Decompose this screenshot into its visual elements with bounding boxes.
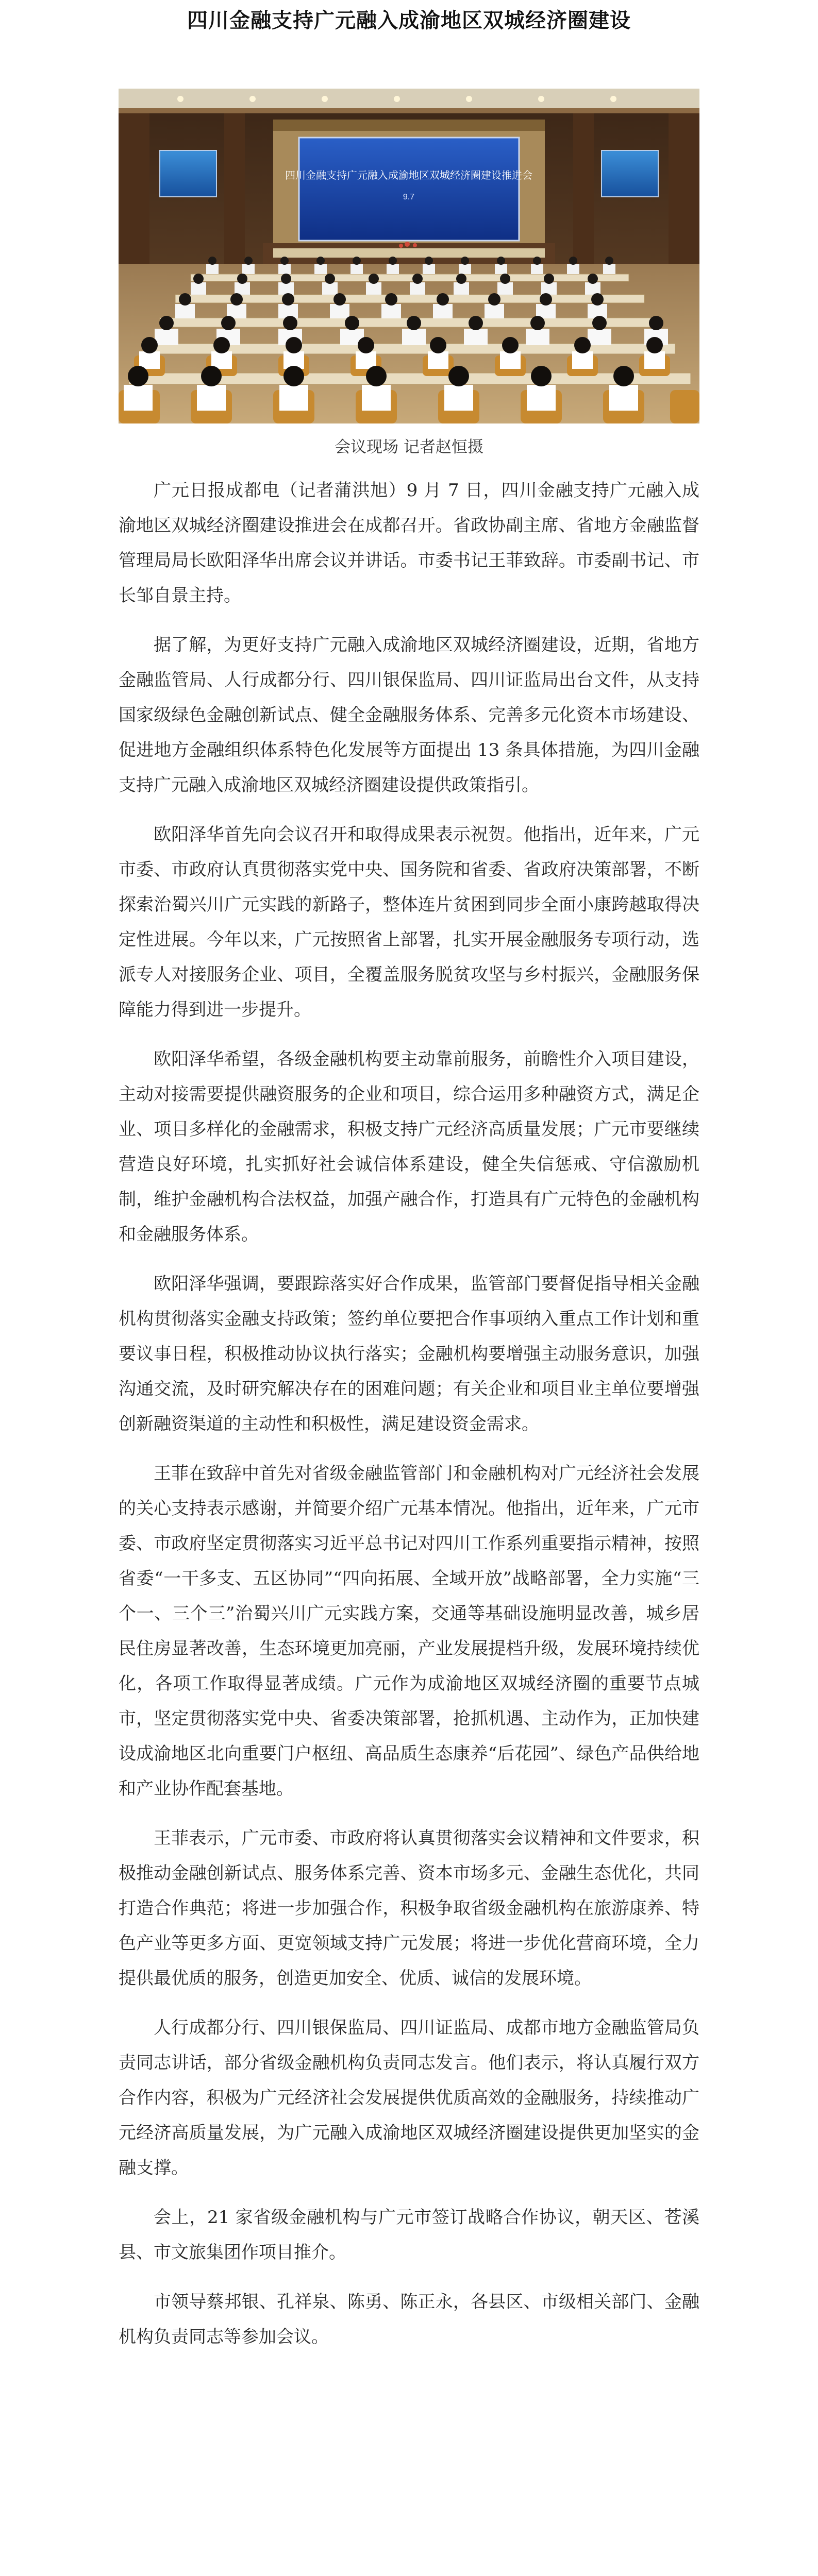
screen-date-text: 9.7 (403, 193, 415, 201)
article-paragraph: 欧阳泽华首先向会议召开和取得成果表示祝贺。他指出，近年来，广元市委、市政府认真贯彻落实党中央、国务院和省委、省政府决策部署，不断探索治蜀兴川广元实践的新路子，整体连片贫困到同步全面小康跨越取得决定性进展。今年以来，广元按照省上部署，扎实开展金融服务专项行动，选派专人对接服务企业、项目，全覆盖服务脱贫攻坚与乡村振兴，金融服务保障能力得到进一步提升。 (119, 824, 699, 1020)
article-body (119, 473, 699, 2354)
article-title: 四川金融支持广元融入成渝地区双城经济圈建设 (187, 8, 631, 32)
conference-photo (119, 89, 699, 423)
article-paragraph: 欧阳泽华强调，要跟踪落实好合作成果，监管部门要督促指导相关金融机构贯彻落实金融支持政策；签约单位要把合作事项纳入重点工作计划和重要议事日程，积极推动协议执行落实；金融机构要增强主动服务意识，加强沟通交流，及时研究解决存在的困难问题；有关企业和项目业主单位要增强创新融资渠道的主动性和积极性，满足建设资金需求。 (119, 1274, 699, 1434)
screen-banner-text: 四川金融支持广元融入成渝地区双城经济圈建设推进会 (285, 170, 532, 181)
article-paragraph: 王菲表示，广元市委、市政府将认真贯彻落实会议精神和文件要求，积极推动金融创新试点、服务体系完善、资本市场多元、金融生态优化，共同打造合作典范；将进一步加强合作，积极争取省级金融机构在旅游康养、特色产业等更多方面、更宽领域支持广元发展；将进一步优化营商环境，全力提供最优质的服务，创造更加安全、优质、诚信的发展环境。 (119, 1828, 699, 1989)
article-paragraph: 会上，21 家省级金融机构与广元市签订战略合作协议，朝天区、苍溪县、市文旅集团作项目推介。 (119, 2207, 699, 2263)
photo-caption: 会议现场 记者赵恒摄 (335, 438, 483, 456)
article-paragraph: 广元日报成都电（记者蒲洪旭）9 月 7 日，四川金融支持广元融入成渝地区双城经济圈建设推进会在成都召开。省政协副主席、省地方金融监督管理局局长欧阳泽华出席会议并讲话。市委书记王菲致辞。市委副书记、市长邹自景主持。 (119, 480, 699, 606)
article-paragraph: 市领导蔡邦银、孔祥泉、陈勇、陈正永，各县区、市级相关部门、金融机构负责同志等参加会议。 (119, 2292, 699, 2347)
article-paragraph: 人行成都分行、四川银保监局、四川证监局、成都市地方金融监管局负责同志讲话，部分省级金融机构负责同志发言。他们表示，将认真履行双方合作内容，积极为广元经济社会发展提供优质高效的金融服务，持续推动广元经济高质量发展，为广元融入成渝地区双城经济圈建设提供更加坚实的金融支撑。 (119, 2018, 699, 2178)
article-paragraph: 欧阳泽华希望，各级金融机构要主动靠前服务，前瞻性介入项目建设，主动对接需要提供融资服务的企业和项目，综合运用多种融资方式，满足企业、项目多样化的金融需求，积极支持广元经济高质量发展；广元市要继续营造良好环境，扎实抓好社会诚信体系建设，健全失信惩戒、守信激励机制，维护金融机构合法权益，加强产融合作，打造具有广元特色的金融机构和金融服务体系。 (119, 1049, 699, 1245)
conference-hall-illustration (119, 89, 699, 423)
article-paragraph: 王菲在致辞中首先对省级金融监管部门和金融机构对广元经济社会发展的关心支持表示感谢，并简要介绍广元基本情况。他指出，近年来，广元市委、市政府坚定贯彻落实习近平总书记对四川工作系列重要指示精神，按照省委“一干多支、五区协同”“四向拓展、全域开放”战略部署，全力实施“三个一、三个三”治蜀兴川广元实践方案，交通等基础设施明显改善，城乡居民住房显著改善，生态环境更加亮丽，产业发展提档升级，发展环境持续优化，各项工作取得显著成绩。广元作为成渝地区双城经济圈的重要节点城市，坚定贯彻落实党中央、省委决策部署，抢抓机遇、主动作为，正加快建设成渝地区北向重要门户枢纽、高品质生态康养“后花园”、绿色产品供给地和产业协作配套基地。 (119, 1463, 699, 1799)
article-paragraph: 据了解，为更好支持广元融入成渝地区双城经济圈建设，近期，省地方金融监管局、人行成都分行、四川银保监局、四川证监局出台文件，从支持国家级绿色金融创新试点、健全金融服务体系、完善多元化资本市场建设、促进地方金融组织体系特色化发展等方面提出 13 条具体措施，为四川金融支持广元融入成渝地区双城经济圈建设提供政策指引。 (119, 635, 699, 795)
